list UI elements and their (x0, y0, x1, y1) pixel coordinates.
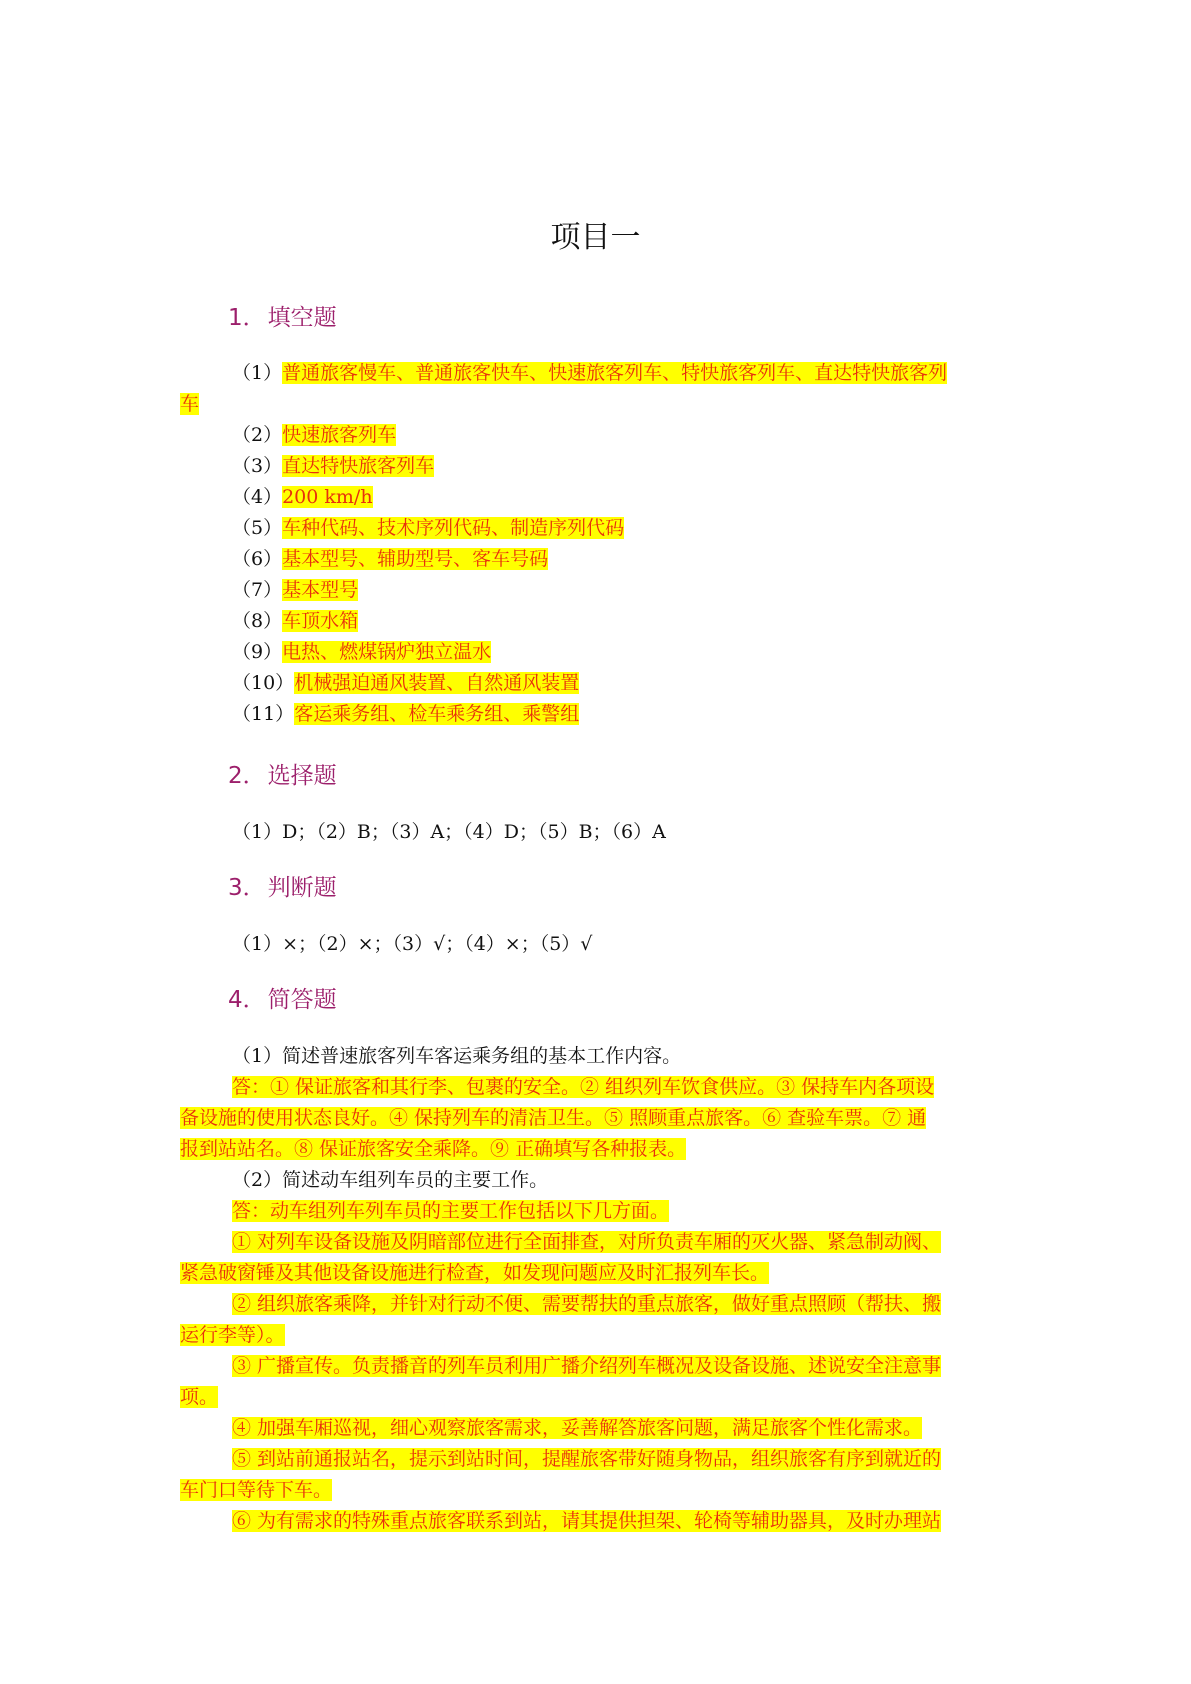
section-heading-choice (228, 761, 337, 791)
item-answer: 电热、燃煤锅炉独立温水 (282, 641, 492, 663)
section-title: 判断题 (267, 875, 337, 901)
page-title: 项目一 (550, 220, 641, 255)
item-answer: 机械强迫通风装置、自然通风装置 (294, 672, 580, 694)
answer-1-line (180, 1134, 1012, 1165)
answer-2-point-1-cont (180, 1258, 1012, 1289)
answer-text: 备设施的使用状态良好。④ 保持列车的清洁卫生。⑤ 照顾重点旅客。⑥ 查验车票。⑦ 通 (180, 1107, 927, 1129)
answer-text: ⑥ 为有需求的特殊重点旅客联系到站，请其提供担架、轮椅等辅助器具，及时办理站 (232, 1510, 942, 1532)
answer-item (180, 420, 1012, 451)
section-title: 选择题 (267, 763, 337, 789)
answer-item (180, 575, 1012, 606)
item-number: （9） (232, 641, 283, 663)
choice-answers (180, 817, 1012, 848)
answer-item (180, 699, 1012, 730)
answer-text: 答：动车组列车列车员的主要工作包括以下几方面。 (232, 1200, 670, 1222)
section-heading-fill-blank (228, 303, 337, 333)
answer-text: ⑤ 到站前通报站名，提示到站时间，提醒旅客带好随身物品，组织旅客有序到就近的 (232, 1448, 942, 1470)
answer-2-point-3-cont (180, 1382, 1012, 1413)
answer-text: ② 组织旅客乘降，并针对行动不便、需要帮扶的重点旅客，做好重点照顾（帮扶、搬 (232, 1293, 942, 1315)
item-number: （1） (232, 362, 283, 384)
question-1: （1）简述普速旅客列车客运乘务组的基本工作内容。 (232, 1045, 682, 1067)
section-heading-judge (228, 873, 337, 903)
answer-item (180, 668, 1012, 699)
answer-text: 车门口等待下车。 (180, 1479, 333, 1501)
section-heading-short-answer (228, 985, 337, 1015)
answer-text: 紧急破窗锤及其他设备设施进行检查，如发现问题应及时汇报列车长。 (180, 1262, 770, 1284)
answer-text: ④ 加强车厢巡视，细心观察旅客需求，妥善解答旅客问题，满足旅客个性化需求。 (232, 1417, 923, 1439)
answer-item (180, 358, 1012, 389)
section-number: 2． (228, 763, 266, 789)
item-answer: 快速旅客列车 (282, 424, 397, 446)
question-2: （2）简述动车组列车员的主要工作。 (232, 1169, 549, 1191)
fill-blank-answers (180, 358, 1012, 730)
item-answer: 车顶水箱 (282, 610, 359, 632)
item-answer: 车 (180, 393, 200, 415)
item-number: （5） (232, 517, 283, 539)
answer-item (180, 637, 1012, 668)
item-number: （8） (232, 610, 283, 632)
item-number: （6） (232, 548, 283, 570)
answer-text: 项。 (180, 1386, 219, 1408)
answer-2-point-5 (180, 1444, 1012, 1475)
answer-2-point-2 (180, 1289, 1012, 1320)
answer-item (180, 482, 1012, 513)
judge-answer-line: （1）×；（2）×；（3）√；（4）×；（5）√ (232, 933, 593, 955)
answer-text: 报到站站名。⑧ 保证旅客安全乘降。⑨ 正确填写各种报表。 (180, 1138, 687, 1160)
answer-2-point-4 (180, 1413, 1012, 1444)
answer-2-point-1 (180, 1227, 1012, 1258)
section-number: 3． (228, 875, 266, 901)
answer-2-point-6 (180, 1506, 1012, 1537)
item-number: （10） (232, 672, 295, 694)
answer-text: ③ 广播宣传。负责播音的列车员利用广播介绍列车概况及设备设施、述说安全注意事 (232, 1355, 942, 1377)
answer-1-line (180, 1103, 1012, 1134)
answer-item (180, 544, 1012, 575)
section-number: 4． (228, 987, 266, 1013)
section-title: 简答题 (267, 987, 337, 1013)
answer-1-line (180, 1072, 1012, 1103)
answer-text: 答：① 保证旅客和其行李、包裹的安全。② 组织列车饮食供应。③ 保持车内各项设 (232, 1076, 935, 1098)
item-number: （11） (232, 703, 295, 725)
judge-answers (180, 929, 1012, 960)
item-number: （7） (232, 579, 283, 601)
item-answer: 200 km/h (282, 486, 373, 508)
item-number: （2） (232, 424, 283, 446)
section-number: 1． (228, 305, 266, 331)
answer-text: ① 对列车设备设施及阴暗部位进行全面排查，对所负责车厢的灭火器、紧急制动阀、 (232, 1231, 942, 1253)
item-answer: 基本型号、辅助型号、客车号码 (282, 548, 549, 570)
item-number: （4） (232, 486, 283, 508)
choice-answer-line: （1）D；（2）B；（3）A；（4）D；（5）B；（6）A (232, 821, 666, 843)
answer-item (180, 606, 1012, 637)
item-answer: 普通旅客慢车、普通旅客快车、快速旅客列车、特快旅客列车、直达特快旅客列 (282, 362, 948, 384)
answer-item (180, 513, 1012, 544)
item-answer: 车种代码、技术序列代码、制造序列代码 (282, 517, 625, 539)
answer-item-continuation (180, 389, 1012, 420)
answer-item (180, 451, 1012, 482)
short-answer-body (180, 1041, 1012, 1537)
answer-2-point-2-cont (180, 1320, 1012, 1351)
item-answer: 直达特快旅客列车 (282, 455, 435, 477)
answer-2-point-3 (180, 1351, 1012, 1382)
answer-2-intro (180, 1196, 1012, 1227)
item-number: （3） (232, 455, 283, 477)
item-answer: 客运乘务组、检车乘务组、乘警组 (294, 703, 580, 725)
item-answer: 基本型号 (282, 579, 359, 601)
answer-2-point-5-cont (180, 1475, 1012, 1506)
answer-text: 运行李等）。 (180, 1324, 285, 1346)
section-title: 填空题 (267, 305, 337, 331)
